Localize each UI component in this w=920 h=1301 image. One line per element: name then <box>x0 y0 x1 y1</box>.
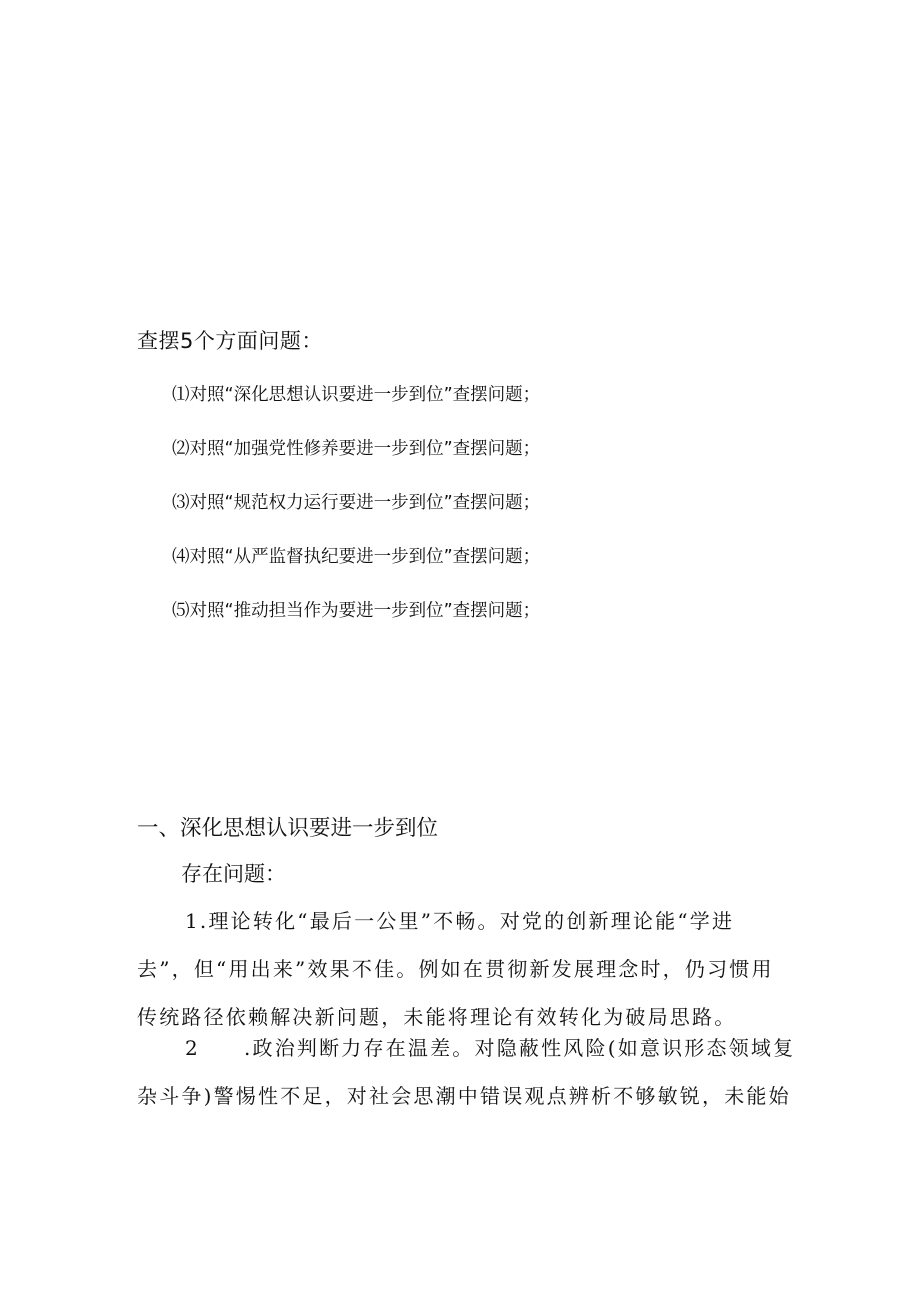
section-subheading: 存在问题： <box>181 862 286 886</box>
aspect-item: ⑷对照“从严监督执纪要进一步到位”查摆问题； <box>172 547 541 567</box>
section-heading: 一、深化思想认识要进一步到位 <box>137 816 439 841</box>
intro-title: 查摆5个方面问题： <box>137 329 323 353</box>
aspect-item: ⑴对照“深化思想认识要进一步到位”查摆问题； <box>172 385 541 405</box>
paragraph-2 <box>137 1024 797 1120</box>
paragraph-line: 杂斗争)警惕性不足，对社会思潮中错误观点辨析不够敏锐，未能始 <box>137 1084 791 1108</box>
aspect-item: ⑵对照“加强党性修养要进一步到位”查摆问题； <box>172 439 541 459</box>
aspect-item: ⑸对照“推动担当作为要进一步到位”查摆问题； <box>172 601 541 621</box>
paragraph-line: 1.理论转化“最后一公里”不畅。对党的创新理论能“学进 <box>185 909 735 933</box>
aspect-list <box>172 382 540 652</box>
paragraph-line: 去”，但“用出来”效果不佳。例如在贯彻新发展理念时，仍习惯用 <box>137 957 774 981</box>
paragraph-line: 传统路径依赖解决新问题，未能将理论有效转化为破局思路。 <box>137 1005 737 1029</box>
aspect-item: ⑶对照“规范权力运行要进一步到位”查摆问题； <box>172 493 541 513</box>
paragraph-1 <box>137 897 797 1041</box>
paragraph-number: 2 <box>185 1036 200 1060</box>
paragraph-text: .政治判断力存在温差。对隐蔽性风险(如意识形态领域复 <box>243 1036 796 1060</box>
paragraph-line <box>137 1024 797 1072</box>
